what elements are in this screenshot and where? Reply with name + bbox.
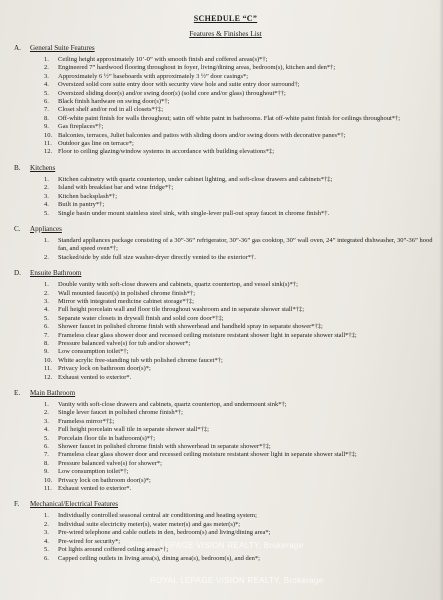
list-item [44,555,437,563]
list-item-number: 8. [44,459,49,467]
list-item [44,281,437,289]
section-gap [14,157,437,160]
list-item-text: Pre-wired for security*; [58,537,121,545]
list-item-text: Engineered 7” hardwood flooring throughout in foyer, living/dining areas, bedroom(s), kitchen and den*†; [58,64,336,72]
list-item [44,435,437,443]
section-heading [14,500,437,508]
feature-list [14,281,437,382]
list-item [44,323,437,331]
list-item-text: Single basin under mount stainless steel sink, with single-lever pull-out spray faucet in chrome finish*†. [58,209,330,217]
list-item-number: 2. [44,184,49,192]
list-item [44,409,437,417]
section-gap [14,262,437,265]
list-item-text: Approximately 6 ½” baseboards with approximately 3 ½” door casings*; [58,72,249,80]
list-item-text: Stacked/side by side full size washer-dryer directly vented to the exterior*†. [58,253,256,261]
list-item [44,123,437,131]
feature-list [14,56,437,157]
list-item-text: Pre-wired telephone and cable outlets in den, bedroom(s) and living/dining area*; [58,529,271,537]
list-item-number: 4. [44,306,49,314]
feature-list [14,237,437,262]
list-item [44,298,437,306]
section [14,500,437,565]
list-item-number: 1. [44,175,49,183]
list-item-number: 3. [44,192,49,200]
list-item [44,148,437,156]
list-item-text: Wall mounted faucet(s) in polished chrome finish*†; [58,289,196,297]
list-item-text: Double vanity with soft-close drawers and cabinets, quartz countertop, and vessel sink(s)*†; [58,281,298,289]
list-item-text: Pot lights around coffered ceiling areas*†; [58,546,169,554]
list-item [44,460,437,468]
list-item [44,451,437,459]
list-item-text: Vanity with soft-close drawers and cabinets, quartz countertop, and undermount sink*†; [58,401,287,408]
list-item [44,332,437,340]
section-gap [14,563,437,566]
list-item-text: Outdoor gas line on terrace*; [58,140,134,148]
list-item-number: 5. [44,434,49,442]
list-item-text: Black finish hardware on swing door(s)*†; [58,98,170,106]
list-item-number: 2. [44,409,49,417]
list-item [44,357,437,365]
list-item-number: 9. [44,123,49,131]
list-item-text: Kitchen cabinetry with quartz countertop, under cabinet lighting, and soft-close drawers and cabinets*†‡; [58,175,333,183]
list-item [44,201,437,209]
page-title: SCHEDULE “C” [193,14,258,23]
section-letter: B. [14,163,21,172]
list-item-number: 5. [44,209,49,217]
list-item-text: Balconies, terraces, Juliet balconies and patios with sliding doors and/or swing doors with decorative panes*†; [58,131,346,139]
list-item [44,365,437,373]
list-item-number: 10. [44,356,53,364]
list-item [44,512,437,520]
list-item [44,290,437,298]
list-item [44,443,437,451]
list-item-number: 11. [44,485,52,493]
section-heading [14,164,437,172]
list-item-number: 5. [44,546,49,554]
list-item [44,98,437,106]
list-item-number: 2. [44,253,49,261]
list-item [44,56,437,64]
list-item-number: 1. [44,281,49,289]
feature-list [14,512,437,562]
list-item-text: Full height porcelain wall and floor tile throughout washroom and in separate shower stall*†‡; [58,306,305,314]
list-item-text: Individually controlled seasonal central air conditioning and heating system; [58,512,257,520]
list-item-number: 4. [44,81,49,89]
section-title: Ensuite Bathroom [30,269,82,278]
list-item-number: 2. [44,64,49,72]
list-item [44,254,437,262]
feature-list [14,176,437,218]
list-item-text: Mirror with integrated medicine cabinet storage*†‡; [58,297,194,305]
list-item-text: Pressure balanced valve(s) for shower*; [58,459,162,467]
list-item [44,538,437,546]
section-letter: E. [14,389,21,397]
list-item-number: 2. [44,289,49,297]
list-item-text: Gas fireplaces*†; [58,123,104,131]
list-item-text: Oversized sliding door(s) and/or swing door(s) (solid core and/or glass) throughout*††; [58,89,286,97]
section-letter: C. [14,224,21,233]
list-item-text: Standard appliances package consisting of a 30”-36” refrigerator, 30”-36” gas cooktop, 30” wall oven, 24” integrated dishwasher, 30”-36” hood fan, and speed oven*†; [58,236,433,253]
list-item-number: 10. [44,476,53,484]
section-gap [14,382,437,385]
list-item-text: Capped ceiling outlets in living area(s), dining area(s), bedroom(s), and den*; [58,554,260,562]
list-item-text: Low consumption toilet*†; [58,348,129,356]
list-item-number: 4. [44,426,49,434]
list-item [44,315,437,323]
list-item-number: 6. [44,98,49,106]
section-title: General Suite Features [30,44,95,52]
list-item-number: 1. [44,56,49,63]
list-item-number: 6. [44,554,49,562]
section-letter: A. [14,44,21,52]
section-title: Mechanical/Electrical Features [30,500,119,509]
list-item-number: 10. [44,131,53,139]
list-item-number: 12. [44,373,53,381]
list-item-number: 3. [44,417,49,425]
list-item [44,477,437,485]
list-item [44,468,437,476]
list-item-text: Off-white paint finish for walls throughout; satin off white paint in bathrooms. Flat off-white paint finish for ceilings throughout*†; [58,114,401,122]
list-item [44,306,437,314]
section-title: Appliances [30,224,62,233]
list-item-number: 5. [44,314,49,322]
list-item-text: Built in pantry*†; [58,201,105,209]
section [14,269,437,385]
list-item-text: Island with breakfast bar and wine fridge*†; [58,184,174,192]
list-item-text: Frameless mirror*†‡; [58,417,115,425]
list-item-number: 7. [44,106,49,114]
list-item [44,115,437,123]
list-item-text: Single lever faucet in polished chrome finish*†; [58,409,183,417]
list-item [44,193,437,201]
list-item-number: 4. [44,537,49,545]
page-subtitle: Features & Finishes List [189,29,262,38]
list-item [44,81,437,89]
section-letter: F. [14,500,20,509]
list-item-text: Individual suite electricity meter(s), water meter(s) and gas meter(s)*; [58,520,241,528]
feature-list [14,401,437,493]
section-gap [14,218,437,221]
list-item-text: Low consumption toilet*†; [58,468,129,476]
list-item-text: Exhaust vented to exterior*. [58,485,132,493]
list-item-number: 1. [44,401,49,408]
list-item-text: Oversized solid core suite entry door with security view hole and suite entry door surround†; [58,81,300,89]
list-item-number: 7. [44,451,49,459]
list-item-number: 8. [44,114,49,122]
section [14,389,437,496]
page-edge-shadow [439,0,443,600]
section-heading [14,269,437,277]
section-heading [14,44,437,52]
list-item-text: Ceiling height approximately 10’-0” with smooth finish and coffered areas(s)*†; [58,56,268,63]
list-item-text: Privacy lock on bathroom door(s)*; [58,476,151,484]
list-item-number: 9. [44,468,49,476]
list-item-number: 4. [44,201,49,209]
list-item-text: Pressure balanced valve(s) for tub and/or shower*; [58,339,191,347]
list-item-text: Shower faucet in polished chrome finish with showerhead and handheld spray in separate shower*†‡; [58,323,323,331]
list-item [44,140,437,148]
list-item [44,176,437,184]
list-item [44,485,437,493]
list-item-number: 5. [44,89,49,97]
list-item [44,418,437,426]
list-item-text: Floor to ceiling glazing/window systems in accordance with building elevations*‡; [58,148,275,156]
list-item [44,529,437,537]
list-item-text: Frameless clear glass shower door and recessed ceiling moisture resistant shower light in separate shower stall*†‡; [58,331,357,339]
list-item-text: Separate water closets in drywall finish and solid core door*†‡; [58,314,224,322]
list-item [44,184,437,192]
list-item [44,210,437,218]
list-item-number: 11. [44,140,52,148]
list-item-number: 3. [44,72,49,80]
list-item-number: 11. [44,365,52,373]
list-item-text: Closet shelf and/or rod in all closets*†‡; [58,106,164,114]
list-item-number: 8. [44,339,49,347]
list-item [44,64,437,72]
section-letter: D. [14,269,21,278]
list-item-text: Kitchen backsplash*†; [58,192,118,200]
section-heading [14,225,437,233]
section-title: Kitchens [30,163,56,172]
list-item [44,73,437,81]
list-item-text: White acrylic free-standing tub with polished chrome faucet*†; [58,356,223,364]
list-item [44,521,437,529]
sections-container [14,44,437,566]
list-item [44,546,437,554]
list-item-text: Shower faucet in polished chrome finish with showerhead in separate shower*†‡; [58,443,271,451]
list-item-number: 1. [44,512,49,520]
section [14,225,437,265]
list-item-text: Porcelain floor tile in bathroom(s)*†; [58,434,156,442]
section [14,164,437,221]
list-item [44,90,437,98]
list-item [44,106,437,114]
list-item [44,426,437,434]
list-item-number: 7. [44,331,49,339]
list-item-number: 1. [44,236,49,244]
list-item-text: Full height porcelain wall tile in separate shower stall*†‡; [58,426,209,434]
list-item-text: Exhaust vented to exterior*. [58,373,132,381]
section-title: Main Bathroom [30,389,76,397]
list-item-number: 6. [44,443,49,451]
list-item [44,401,437,409]
list-item-number: 3. [44,297,49,305]
list-item [44,237,437,254]
list-item-text: Privacy lock on bathroom door(s)*; [58,365,151,373]
watermark-text: ROYAL LEPAGE VISION REALTY, Brokerage [130,541,304,550]
list-item [44,340,437,348]
section-gap [14,493,437,496]
section-heading [14,389,437,397]
list-item [44,348,437,356]
watermark-text: ROYAL LEPAGE VISION REALTY, Brokerage [150,576,324,585]
list-item-number: 9. [44,348,49,356]
list-item-number: 6. [44,323,49,331]
list-item-number: 12. [44,148,53,156]
list-item [44,374,437,382]
list-item-number: 3. [44,529,49,537]
list-item-number: 2. [44,520,49,528]
section [14,44,437,160]
list-item [44,132,437,140]
list-item-text: Frameless clear glass shower door and recessed ceiling moisture resistant shower light in separate shower stall*†‡; [58,451,357,459]
